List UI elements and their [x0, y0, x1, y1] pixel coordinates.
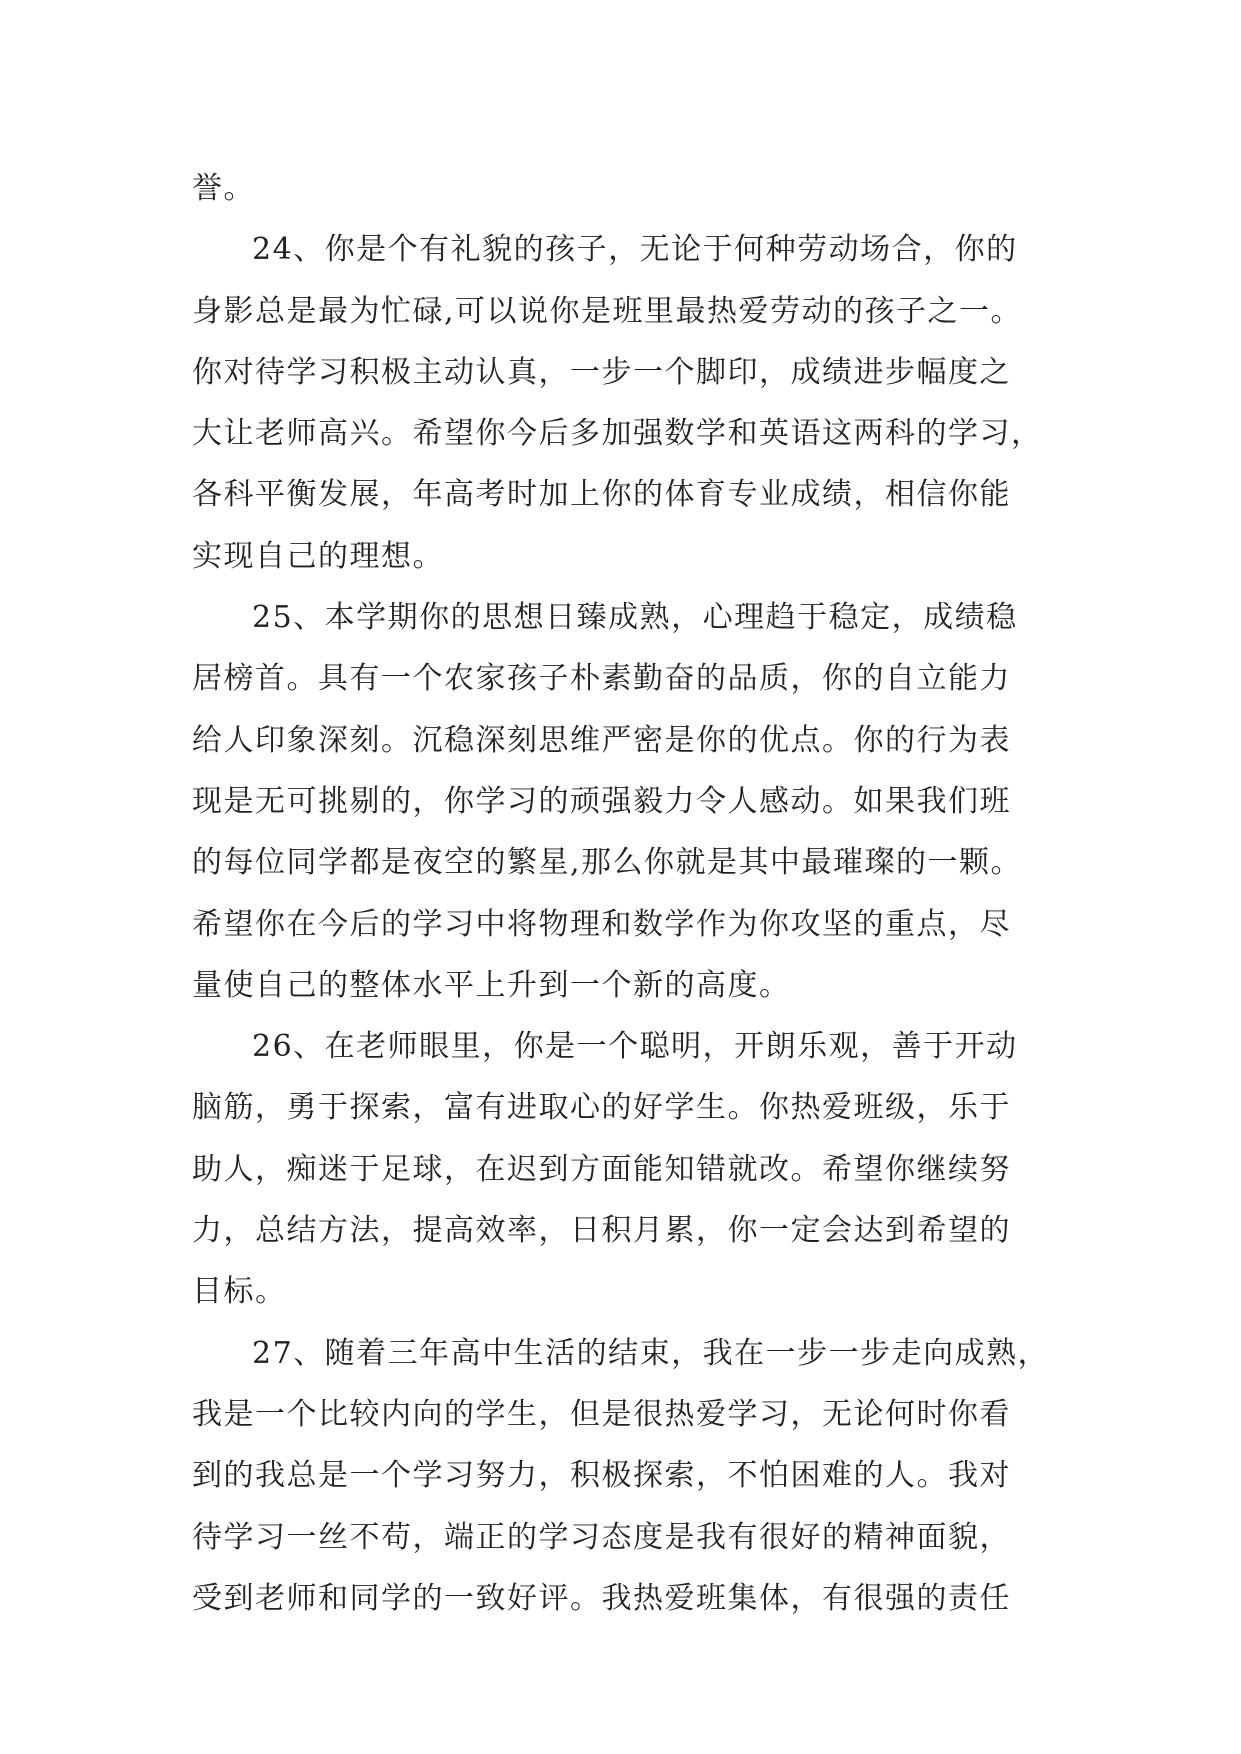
text-line: 誉。 — [192, 171, 255, 206]
text-line: 目标。 — [192, 1274, 287, 1310]
text-line: 待学习一丝不苟，端正的学习态度是我有很好的精神面貌， — [192, 1519, 1011, 1555]
text-line: 希望你在今后的学习中将物理和数学作为你攻坚的重点，尽 — [192, 906, 1011, 942]
text-line: 受到老师和同学的一致好评。我热爱班集体，有很强的责任 — [192, 1580, 1011, 1616]
text-line: 我是一个比较内向的学生，但是很热爱学习，无论何时你看 — [192, 1396, 1011, 1432]
text-line: 身影总是最为忙碌,可以说你是班里最热爱劳动的孩子之一。 — [192, 293, 1023, 329]
text-line: 量使自己的整体水平上升到一个新的高度。 — [192, 967, 791, 1003]
text-line: 现是无可挑剔的，你学习的顽强毅力令人感动。如果我们班 — [192, 783, 1011, 819]
text-line: 脑筋，勇于探索，富有进取心的好学生。你热爱班级，乐于 — [192, 1090, 1011, 1126]
text-line: 实现自己的理想。 — [192, 538, 444, 574]
text-line: 给人印象深刻。沉稳深刻思维严密是你的优点。你的行为表 — [192, 722, 1011, 758]
document-body — [192, 158, 1092, 1629]
paragraph-26-start: 26、在老师眼里，你是一个聪明，开朗乐观，善于开动 — [252, 1029, 1018, 1065]
paragraph-24-start: 24、你是个有礼貌的孩子，无论于何种劳动场合，你的 — [252, 232, 1018, 268]
text-line: 力，总结方法，提高效率，日积月累，你一定会达到希望的 — [192, 1213, 1011, 1249]
paragraph-25-start: 25、本学期你的思想日臻成熟，心理趋于稳定，成绩稳 — [252, 600, 1018, 636]
text-line: 助人，痴迷于足球，在迟到方面能知错就改。希望你继续努 — [192, 1151, 1011, 1187]
paragraph-27-start: 27、随着三年高中生活的结束，我在一步一步走向成熟， — [252, 1335, 1050, 1371]
text-line: 大让老师高兴。希望你今后多加强数学和英语这两科的学习， — [192, 416, 1043, 452]
text-line: 的每位同学都是夜空的繁星,那么你就是其中最璀璨的一颗。 — [192, 845, 1023, 881]
text-line: 到的我总是一个学习努力，积极探索，不怕困难的人。我对 — [192, 1458, 1011, 1494]
text-line: 各科平衡发展，年高考时加上你的体育专业成绩，相信你能 — [192, 477, 1011, 513]
text-line: 你对待学习积极主动认真，一步一个脚印，成绩进步幅度之 — [192, 354, 1011, 390]
text-line: 居榜首。具有一个农家孩子朴素勤奋的品质，你的自立能力 — [192, 661, 1011, 697]
